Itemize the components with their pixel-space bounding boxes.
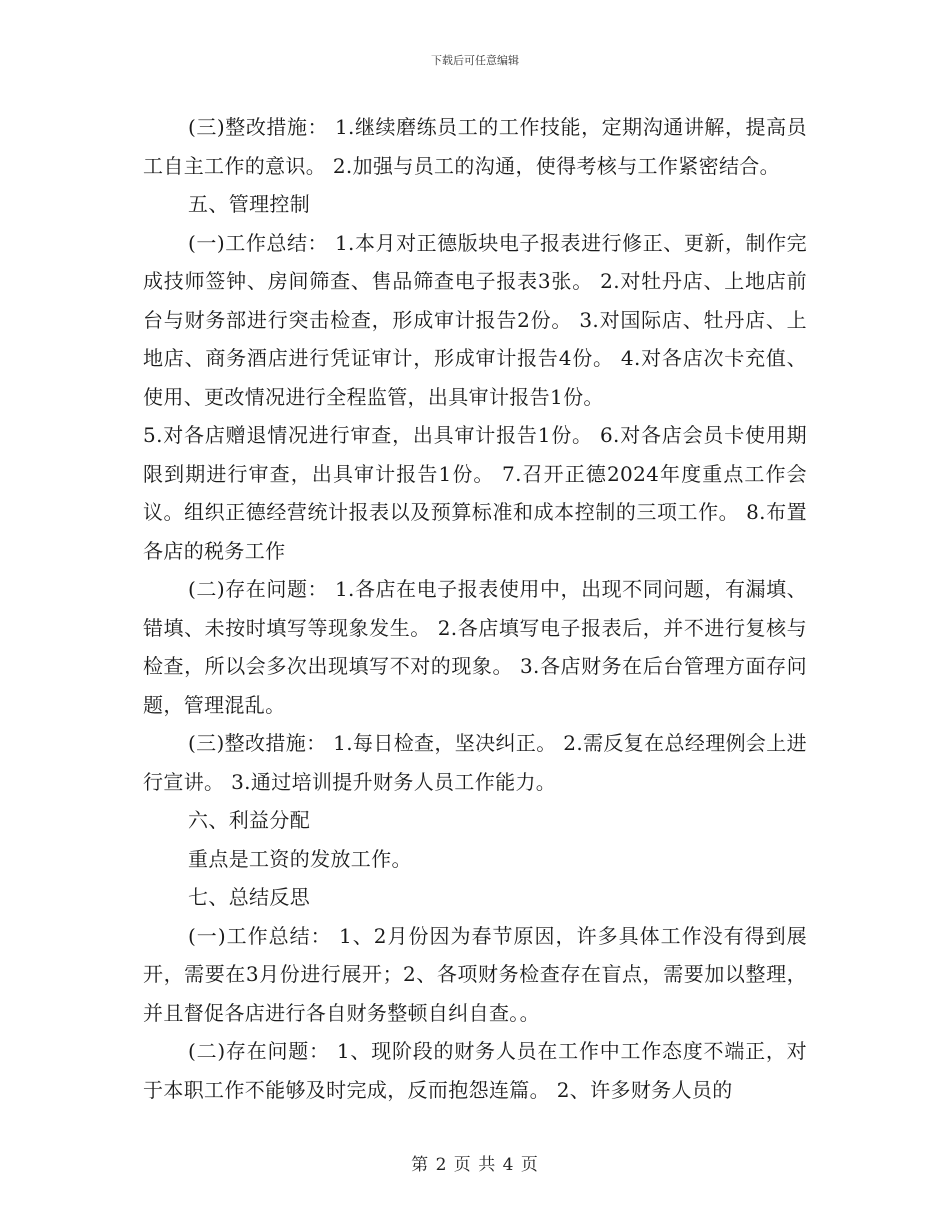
document-body — [143, 108, 807, 1109]
paragraph: (一)工作总结： 1、2月份因为春节原因，许多具体工作没有得到展开，需要在3月份进行展开；2、各项财务检查存在盲点，需要加以整理，并且督促各店进行各自财务整顿自纠自查。。 — [143, 923, 807, 1025]
paragraph: (二)存在问题： 1.各店在电子报表使用中，出现不同问题，有漏填、错填、未按时填写等现象发生。 2.各店填写电子报表后，并不进行复核与检查，所以会多次出现填写不对的现象。 3.各店财务在后台管理方面存问题，管理混乱。 — [143, 577, 807, 717]
page-number: 第 2 页 共 4 页 — [411, 1155, 539, 1175]
section-heading: 五、管理控制 — [188, 192, 311, 216]
paragraph: (二)存在问题： 1、现阶段的财务人员在工作中工作态度不端正，对于本职工作不能够及时完成，反而抱怨连篇。 2、许多财务人员的 — [143, 1039, 807, 1102]
paragraph: 重点是工资的发放工作。 — [188, 846, 412, 871]
page-header: 下载后可任意编辑 — [431, 54, 519, 67]
paragraph: (三)整改措施： 1.每日检查，坚决纠正。 2.需反复在总经理例会上进行宣讲。 3.通过培训提升财务人员工作能力。 — [143, 731, 807, 794]
section-heading: 七、总结反思 — [188, 885, 311, 909]
section-heading: 六、利益分配 — [188, 808, 311, 832]
paragraph: (一)工作总结： 1.本月对正德版块电子报表进行修正、更新，制作完成技师签钟、房间筛查、售品筛查电子报表3张。 2.对牡丹店、上地店前台与财务部进行突击检查，形成审计报告2份。 3.对国际店、牡丹店、上地店、商务酒店进行凭证审计，形成审计报告4份。 4.对各店次卡充值、使用、更改情况进行全程监管，出具审计报告1份。 — [143, 230, 807, 409]
paragraph: (三)整改措施： 1.继续磨练员工的工作技能，定期沟通讲解，提高员工自主工作的意识。 2.加强与员工的沟通，使得考核与工作紧密结合。 — [143, 115, 807, 178]
paragraph: 5.对各店赠退情况进行审查，出具审计报告1份。 6.对各店会员卡使用期限到期进行审查，出具审计报告1份。 7.召开正德2024年度重点工作会议。组织正德经营统计报表以及预算标准和成本控制的三项工作。 8.布置各店的税务工作 — [143, 423, 807, 563]
